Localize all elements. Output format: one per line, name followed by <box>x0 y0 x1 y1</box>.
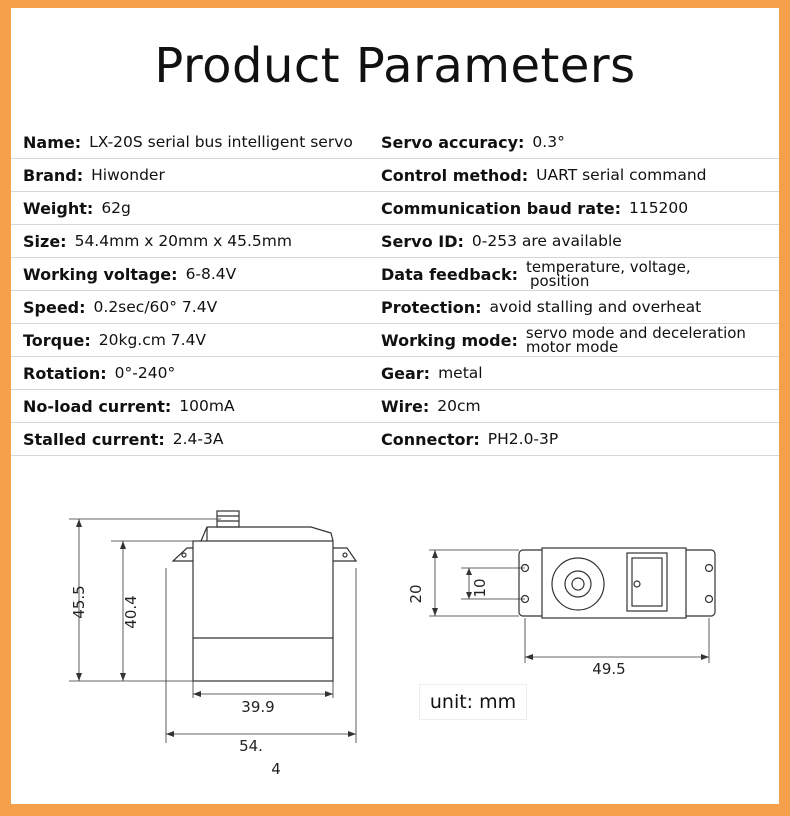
table-row <box>11 324 779 357</box>
parameter-sheet <box>11 8 779 804</box>
param-value: 0-253 are available <box>471 232 622 250</box>
param-value: 20kg.cm 7.4V <box>98 331 207 349</box>
param-label: Name: <box>23 132 82 152</box>
param-label: Communication baud rate: <box>381 198 621 218</box>
param-value: LX-20S serial bus intelligent servo <box>89 133 353 151</box>
table-row <box>11 423 779 456</box>
table-row <box>11 225 779 258</box>
param-value: metal <box>438 364 483 382</box>
param-label: Protection: <box>381 297 482 317</box>
param-label: Stalled current: <box>23 429 165 449</box>
page-number: 4 <box>271 760 281 778</box>
dimension-label: 45.5 <box>70 585 88 619</box>
param-value: 2.4-3A <box>172 430 224 448</box>
table-row <box>11 291 779 324</box>
parameter-table <box>11 126 779 456</box>
param-value: servo mode and deceleration motor mode <box>525 324 746 356</box>
table-row <box>11 159 779 192</box>
param-value: PH2.0-3P <box>487 430 559 448</box>
param-label: No-load current: <box>23 396 172 416</box>
param-value: 0.3° <box>532 133 565 151</box>
table-row <box>11 192 779 225</box>
param-value: UART serial command <box>536 166 707 184</box>
servo-top-view <box>519 548 715 618</box>
param-label: Working voltage: <box>23 264 178 284</box>
param-label: Size: <box>23 231 67 251</box>
param-label: Servo ID: <box>381 231 464 251</box>
table-row <box>11 126 779 159</box>
dimension-label: 40.4 <box>122 595 140 629</box>
param-value: temperature, voltage, position <box>525 258 691 290</box>
dimension-drawing <box>11 488 779 778</box>
param-value: 115200 <box>628 199 689 217</box>
unit-note: unit: mm <box>419 684 527 720</box>
dimension-label: 49.5 <box>592 660 626 678</box>
param-value: avoid stalling and overheat <box>489 298 702 316</box>
table-row <box>11 390 779 423</box>
param-label: Rotation: <box>23 363 107 383</box>
param-label: Brand: <box>23 165 84 185</box>
dimension-label: 10 <box>471 578 489 598</box>
param-label: Working mode: <box>381 330 518 350</box>
param-label: Weight: <box>23 198 94 218</box>
dimension-label: 54. <box>239 737 263 755</box>
param-label: Control method: <box>381 165 529 185</box>
table-row <box>11 357 779 390</box>
param-label: Servo accuracy: <box>381 132 525 152</box>
param-label: Speed: <box>23 297 86 317</box>
param-value: 100mA <box>179 397 235 415</box>
param-value: 0.2sec/60° 7.4V <box>93 298 218 316</box>
param-label: Data feedback: <box>381 264 518 284</box>
table-row <box>11 258 779 291</box>
param-value: 6-8.4V <box>185 265 237 283</box>
page-title: Product Parameters <box>154 38 636 94</box>
param-value: 62g <box>101 199 131 217</box>
param-label: Torque: <box>23 330 91 350</box>
dimension-label: 39.9 <box>241 698 275 716</box>
param-value: 20cm <box>437 397 481 415</box>
servo-side-view <box>173 511 356 681</box>
param-label: Connector: <box>381 429 480 449</box>
dimension-label: 20 <box>407 584 425 604</box>
param-value: 0°-240° <box>114 364 176 382</box>
param-value: 54.4mm x 20mm x 45.5mm <box>74 232 292 250</box>
param-value: Hiwonder <box>91 166 165 184</box>
param-label: Gear: <box>381 363 431 383</box>
param-label: Wire: <box>381 396 430 416</box>
